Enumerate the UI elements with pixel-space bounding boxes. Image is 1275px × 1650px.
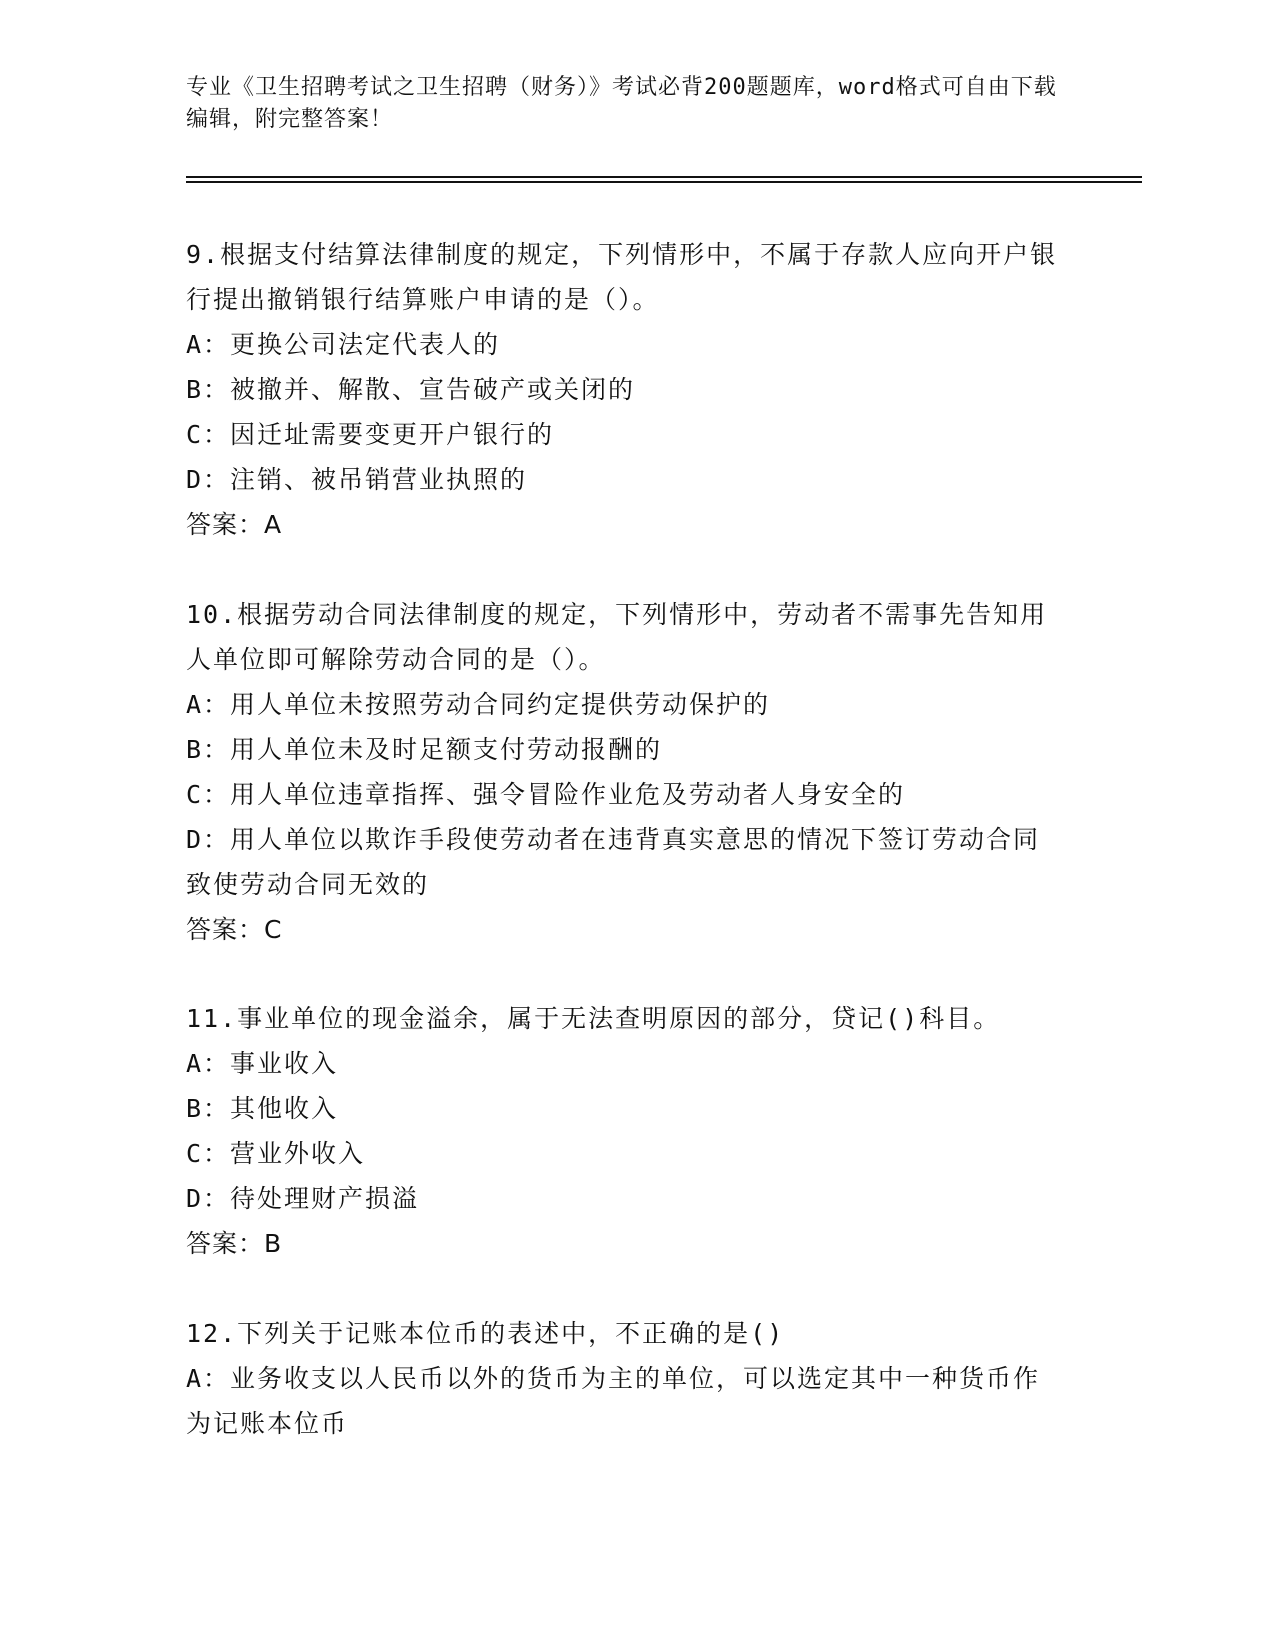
- option-a: A：更换公司法定代表人的: [186, 330, 501, 359]
- option-c: C：因迁址需要变更开户银行的: [186, 420, 555, 449]
- option-b: B：用人单位未及时足额支付劳动报酬的: [186, 735, 663, 764]
- header-divider-top: [186, 176, 1142, 178]
- option-a: A：业务收支以人民币以外的货币为主的单位，可以选定其中一种货币作为记账本位币: [186, 1364, 1041, 1438]
- question-10: [186, 592, 1066, 952]
- question-9: [186, 232, 1066, 547]
- option-d: D：注销、被吊销营业执照的: [186, 465, 528, 494]
- question-stem: 10.根据劳动合同法律制度的规定，下列情形中，劳动者不需事先告知用人单位即可解除劳动合同的是（）。: [186, 600, 1048, 674]
- question-stem: 11.事业单位的现金溢余，属于无法查明原因的部分，贷记()科目。: [186, 1004, 1001, 1033]
- answer-line: 答案：C: [186, 915, 283, 944]
- header-divider-bottom: [186, 181, 1142, 183]
- option-c: C：营业外收入: [186, 1139, 366, 1168]
- question-stem: 9.根据支付结算法律制度的规定，下列情形中，不属于存款人应向开户银行提出撤销银行结算账户申请的是（）。: [186, 240, 1058, 314]
- option-d: D：待处理财产损溢: [186, 1184, 420, 1213]
- question-11: [186, 996, 1066, 1266]
- answer-line: 答案：A: [186, 510, 283, 539]
- answer-line: 答案：B: [186, 1229, 283, 1258]
- option-b: B：被撤并、解散、宣告破产或关闭的: [186, 375, 636, 404]
- document-header: 专业《卫生招聘考试之卫生招聘（财务）》考试必背200题题库，word格式可自由下载编辑，附完整答案！: [186, 75, 1057, 132]
- option-d: D：用人单位以欺诈手段使劳动者在违背真实意思的情况下签订劳动合同致使劳动合同无效的: [186, 825, 1041, 899]
- question-12: [186, 1311, 1066, 1446]
- option-b: B：其他收入: [186, 1094, 339, 1123]
- option-c: C：用人单位违章指挥、强令冒险作业危及劳动者人身安全的: [186, 780, 906, 809]
- option-a: A：事业收入: [186, 1049, 339, 1078]
- question-stem: 12.下列关于记账本位币的表述中，不正确的是(): [186, 1319, 785, 1348]
- option-a: A：用人单位未按照劳动合同约定提供劳动保护的: [186, 690, 771, 719]
